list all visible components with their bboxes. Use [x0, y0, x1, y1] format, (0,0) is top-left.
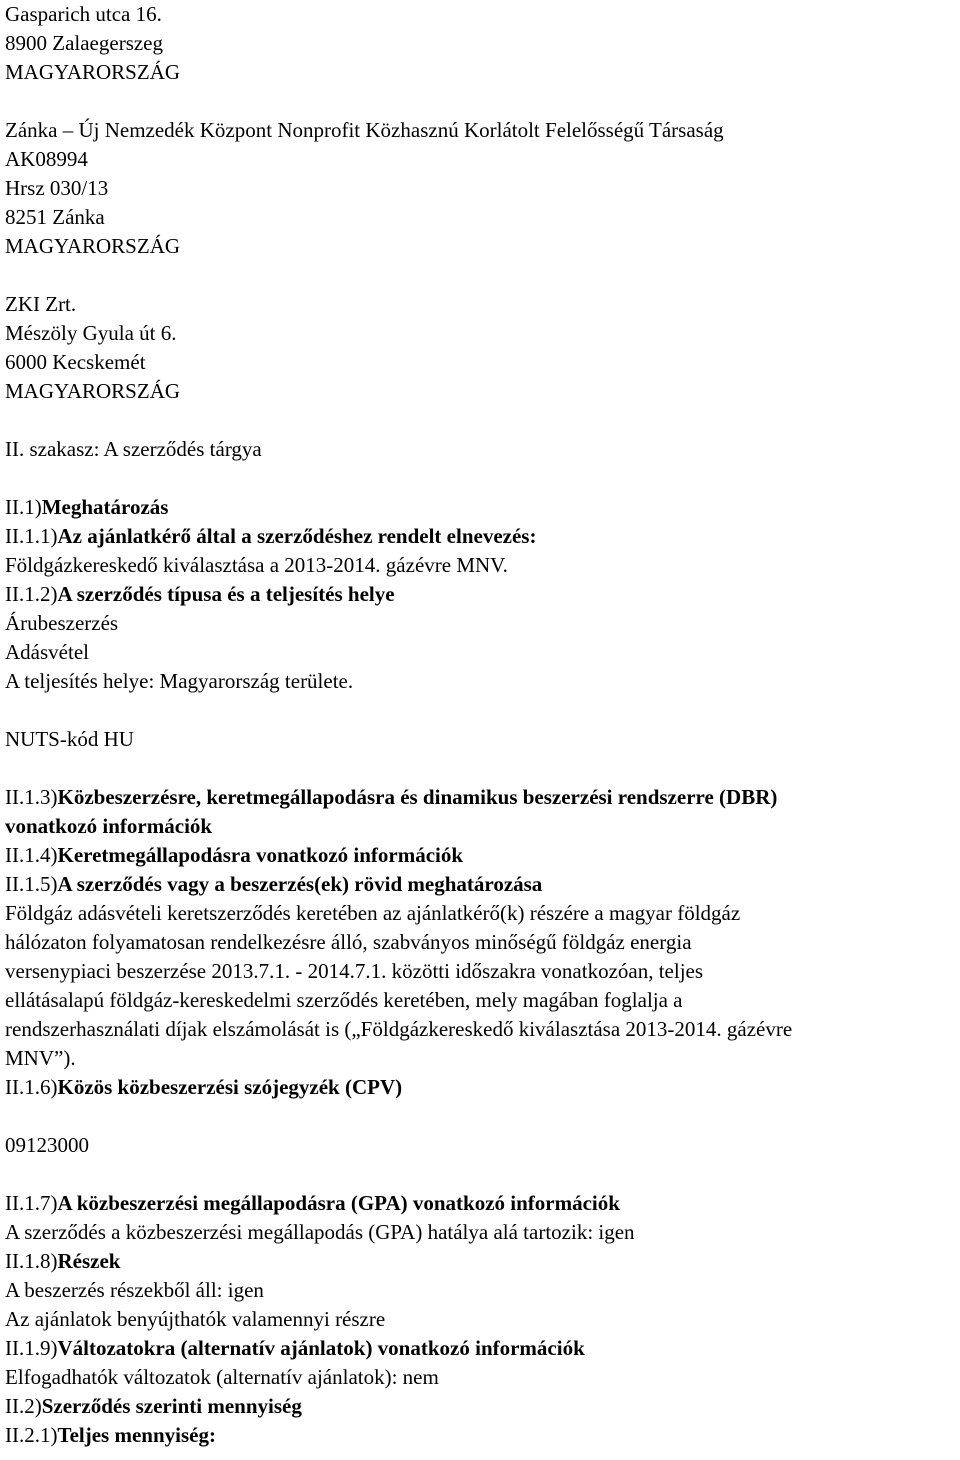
address-line: AK08994 [5, 147, 88, 171]
gpa-value: A szerződés a közbeszerzési megállapodás (GPA) hatálya alá tartozik: igen [5, 1220, 635, 1244]
address-line: Gasparich utca 16. [5, 2, 162, 26]
address-line: 8900 Zalaegerszeg [5, 31, 164, 55]
address-line: Hrsz 030/13 [5, 176, 109, 200]
cpv-code: 09123000 [5, 1133, 89, 1157]
heading-II-1-5: II.1.5)A szerződés vagy a beszerzés(ek) rövid meghatározása [5, 872, 543, 896]
description-line: Földgáz adásvételi keretszerződés keretében az ajánlatkérő(k) részére a magyar földgáz [5, 901, 741, 925]
heading-II-1-1: II.1.1)Az ajánlatkérő által a szerződéshez rendelt elnevezés: [5, 524, 537, 548]
address-line: MAGYARORSZÁG [5, 379, 181, 403]
heading-II-1-6: II.1.6)Közös közbeszerzési szójegyzék (CPV) [5, 1075, 403, 1099]
nuts-code: NUTS-kód HU [5, 727, 134, 751]
address-line: MAGYARORSZÁG [5, 234, 181, 258]
address-block-1 [5, 0, 960, 87]
heading-II-2: II.2)Szerződés szerinti mennyiség [5, 1394, 302, 1418]
contract-name: Földgázkereskedő kiválasztása a 2013-2014. gázévre MNV. [5, 553, 508, 577]
heading-II-1-8: II.1.8)Részek [5, 1249, 121, 1273]
heading-II-1-3: II.1.3)Közbeszerzésre, keretmegállapodásra és dinamikus beszerzési rendszerre (DBR) [5, 785, 778, 809]
address-line: Mészöly Gyula út 6. [5, 321, 177, 345]
contract-type-line: A teljesítés helye: Magyarország területe. [5, 669, 354, 693]
description-line: hálózaton folyamatosan rendelkezésre álló, szabványos minőségű földgáz energia [5, 930, 692, 954]
heading-II-1-9: II.1.9)Változatokra (alternatív ajánlatok) vonatkozó információk [5, 1336, 585, 1360]
contract-type-line: Árubeszerzés [5, 611, 119, 635]
description-line: versenypiaci beszerzése 2013.7.1. - 2014.7.1. közötti időszakra vonatkozóan, teljes [5, 959, 704, 983]
contract-type-line: Adásvétel [5, 640, 89, 664]
description-line: MNV”). [5, 1046, 76, 1070]
address-line: MAGYARORSZÁG [5, 60, 181, 84]
heading-II-1-3-cont: vonatkozó információk [5, 814, 213, 838]
address-line: 8251 Zánka [5, 205, 105, 229]
lots-line: Az ajánlatok benyújthatók valamennyi részre [5, 1307, 386, 1331]
address-block-2 [5, 116, 960, 261]
heading-II-1-7: II.1.7)A közbeszerzési megállapodásra (GPA) vonatkozó információk [5, 1191, 620, 1215]
address-line: ZKI Zrt. [5, 292, 77, 316]
heading-II-1: II.1)Meghatározás [5, 495, 169, 519]
address-line: Zánka – Új Nemzedék Központ Nonprofit Közhasznú Korlátolt Felelősségű Társaság [5, 118, 724, 142]
heading-II-1-2: II.1.2)A szerződés típusa és a teljesítés helye [5, 582, 395, 606]
section-title: II. szakasz: A szerződés tárgya [5, 437, 262, 461]
heading-II-2-1: II.2.1)Teljes mennyiség: [5, 1423, 216, 1447]
address-line: 6000 Kecskemét [5, 350, 146, 374]
description-line: rendszerhasználati díjak elszámolását is („Földgázkereskedő kiválasztása 2013-2014. gázévre [5, 1017, 793, 1041]
lots-line: A beszerzés részekből áll: igen [5, 1278, 264, 1302]
heading-II-1-4: II.1.4)Keretmegállapodásra vonatkozó információk [5, 843, 464, 867]
address-block-3 [5, 290, 960, 406]
variants-value: Elfogadhatók változatok (alternatív ajánlatok): nem [5, 1365, 439, 1389]
description-line: ellátásalapú földgáz-kereskedelmi szerződés keretében, mely magában foglalja a [5, 988, 683, 1012]
